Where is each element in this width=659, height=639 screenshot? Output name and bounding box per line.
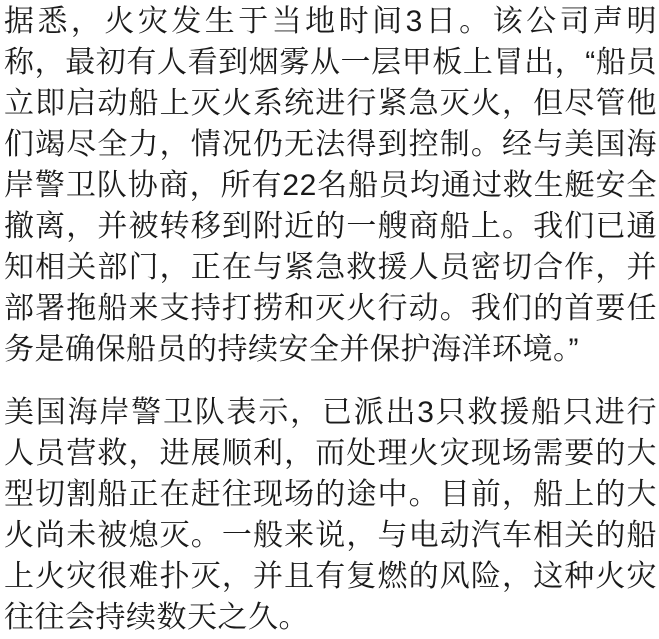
paragraph-coast-guard: 美国海岸警卫队表示，已派出3只救援船只进行人员营救，进展顺利，而处理火灾现场需要的大型切割船正在赶往现场的途中。目前，船上的大火尚未被熄灭。一般来说，与电动汽车相关的船上火灾很难扑灭，并且有复燃的风险，这种火灾往往会持续数天之久。 xyxy=(4,396,657,634)
article-body xyxy=(4,1,657,638)
paragraph-fire-statement: 据悉，火灾发生于当地时间3日。该公司声明称，最初有人看到烟雾从一层甲板上冒出，“船员立即启动船上灭火系统进行紧急灭火，但尽管他们竭尽全力，情况仍无法得到控制。经与美国海岸警卫队协商，所有22名船员均通过救生艇安全撤离，并被转移到附近的一艘商船上。我们已通知相关部门，正在与紧急救援人员密切合作，并部署拖船来支持打捞和灭火行动。我们的首要任务是确保船员的持续安全并保护海洋环境。” xyxy=(4,5,657,366)
